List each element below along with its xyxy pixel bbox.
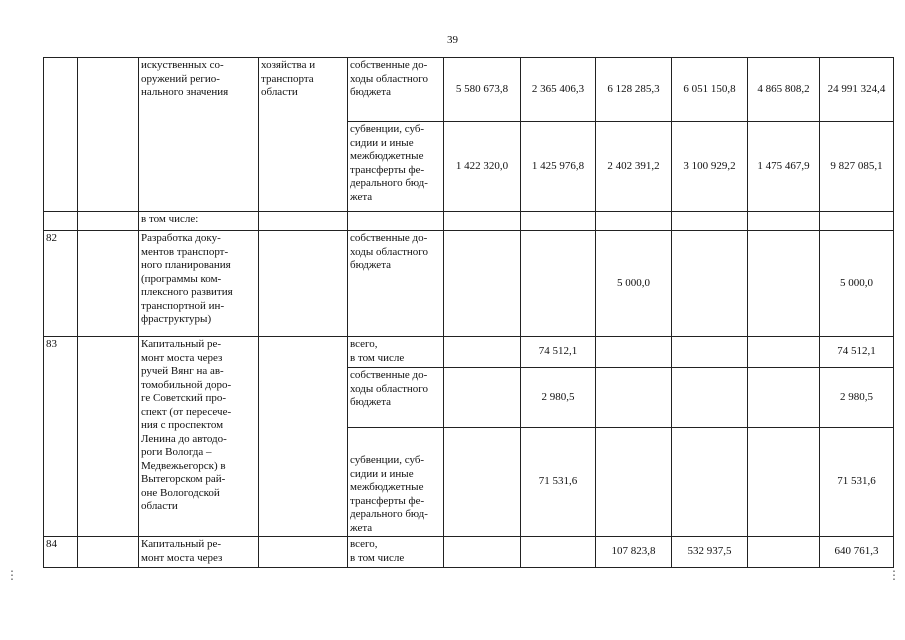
value-cell: 4 865 808,2	[748, 58, 820, 122]
table-row	[44, 337, 894, 368]
row-number	[44, 58, 78, 212]
funding-source: всего, в том числе	[348, 537, 444, 568]
funding-source: собственные до- ходы областного бюджета	[348, 368, 444, 428]
row-number: 83	[44, 337, 78, 537]
executor	[259, 537, 348, 568]
measure-name: Капитальный ре- монт моста через ручей Вянг на ав- томобильной доро- ге Советский про- спект (от пересече- ния с проспектом Ленина до автодо- роги Вологда – Медвежьегорск) в Вытегорском рай- оне Вологодской области	[139, 337, 259, 537]
empty-cell	[348, 212, 444, 231]
funding-source: собственные до- ходы областного бюджета	[348, 231, 444, 337]
value-cell: 2 980,5	[521, 368, 596, 428]
table-row	[44, 58, 894, 122]
value-cell: 9 827 085,1	[820, 122, 894, 212]
value-cell: 640 761,3	[820, 537, 894, 568]
value-cell: 6 051 150,8	[672, 58, 748, 122]
table-row	[44, 231, 894, 337]
value-cell: 1 422 320,0	[444, 122, 521, 212]
value-cell	[748, 368, 820, 428]
value-cell: 2 980,5	[820, 368, 894, 428]
table-row	[44, 212, 894, 231]
measure-name: искуственных со- оружений регио- нального значения	[139, 58, 259, 212]
value-cell: 532 937,5	[672, 537, 748, 568]
funding-source: субвенции, суб- сидии и иные межбюджетные трансферты фе- дерального бюд- жета	[348, 428, 444, 537]
value-cell: 107 823,8	[596, 537, 672, 568]
empty-cell	[78, 337, 139, 537]
value-cell	[521, 231, 596, 337]
value-cell	[748, 231, 820, 337]
measure-name: Разработка доку- ментов транспорт- ного планирования (программы ком- плексного развития транспортной ин- фраструктуры)	[139, 231, 259, 337]
empty-cell	[259, 212, 348, 231]
value-cell: 2 365 406,3	[521, 58, 596, 122]
value-cell	[748, 337, 820, 368]
executor: хозяйства и транспорта области	[259, 58, 348, 212]
empty-cell	[78, 231, 139, 337]
value-cell	[672, 337, 748, 368]
empty-cell	[748, 212, 820, 231]
funding-source: всего, в том числе	[348, 337, 444, 368]
empty-cell	[820, 212, 894, 231]
value-cell	[748, 537, 820, 568]
value-cell	[444, 428, 521, 537]
value-cell: 74 512,1	[820, 337, 894, 368]
funding-source: собственные до- ходы областного бюджета	[348, 58, 444, 122]
empty-cell	[78, 58, 139, 212]
value-cell	[444, 337, 521, 368]
value-cell: 5 580 673,8	[444, 58, 521, 122]
row-number: 84	[44, 537, 78, 568]
value-cell: 71 531,6	[820, 428, 894, 537]
empty-cell	[78, 212, 139, 231]
value-cell: 6 128 285,3	[596, 58, 672, 122]
empty-cell	[44, 212, 78, 231]
left-margin-mark: ⋮	[6, 568, 18, 582]
empty-cell	[78, 537, 139, 568]
value-cell	[444, 537, 521, 568]
including-label: в том числе:	[139, 212, 259, 231]
value-cell	[672, 231, 748, 337]
value-cell: 3 100 929,2	[672, 122, 748, 212]
value-cell: 1 475 467,9	[748, 122, 820, 212]
table-row	[44, 537, 894, 568]
value-cell	[748, 428, 820, 537]
value-cell	[596, 428, 672, 537]
value-cell: 5 000,0	[820, 231, 894, 337]
executor	[259, 231, 348, 337]
value-cell	[521, 537, 596, 568]
right-margin-mark: ⋮	[888, 568, 900, 582]
value-cell: 1 425 976,8	[521, 122, 596, 212]
value-cell: 71 531,6	[521, 428, 596, 537]
value-cell	[596, 368, 672, 428]
value-cell: 5 000,0	[596, 231, 672, 337]
value-cell: 74 512,1	[521, 337, 596, 368]
value-cell	[596, 337, 672, 368]
empty-cell	[672, 212, 748, 231]
row-number: 82	[44, 231, 78, 337]
empty-cell	[444, 212, 521, 231]
value-cell	[672, 428, 748, 537]
budget-table	[43, 57, 894, 568]
funding-source: субвенции, суб- сидии и иные межбюджетные трансферты фе- дерального бюд- жета	[348, 122, 444, 212]
value-cell: 2 402 391,2	[596, 122, 672, 212]
page-number: 39	[447, 34, 458, 46]
value-cell	[672, 368, 748, 428]
executor	[259, 337, 348, 537]
value-cell: 24 991 324,4	[820, 58, 894, 122]
empty-cell	[596, 212, 672, 231]
measure-name: Капитальный ре- монт моста через	[139, 537, 259, 568]
empty-cell	[521, 212, 596, 231]
value-cell	[444, 368, 521, 428]
value-cell	[444, 231, 521, 337]
